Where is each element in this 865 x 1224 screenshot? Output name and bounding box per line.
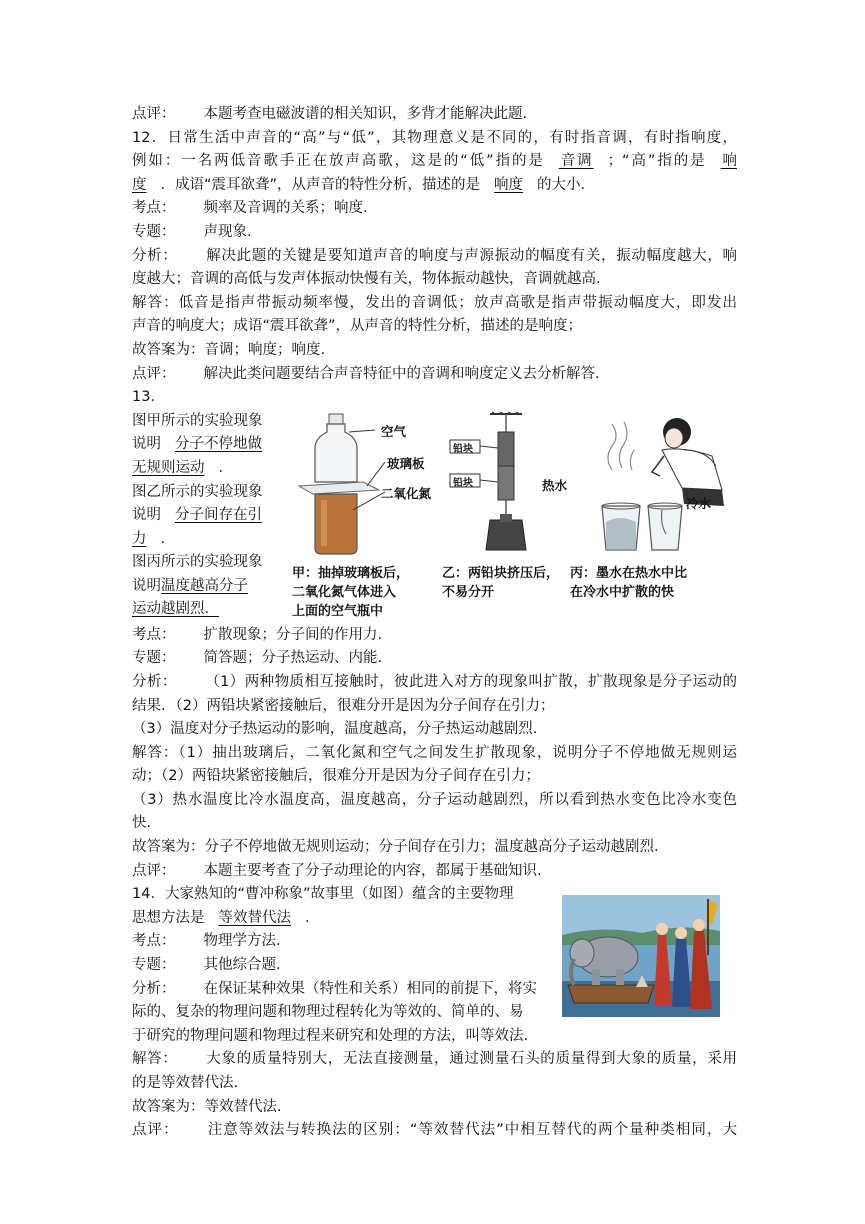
text: 声现象. — [203, 223, 252, 240]
figure-bing — [542, 410, 737, 624]
label-no2: 二氧化氮 — [381, 485, 432, 501]
figure-jia — [287, 410, 437, 624]
label: 考点： — [132, 933, 176, 950]
label-lead-top: 铅块 — [453, 443, 473, 455]
answer-blank: 运动越剧烈 — [132, 601, 205, 618]
text: 说明 — [132, 577, 161, 594]
q14-dianping — [132, 1119, 737, 1143]
text: 本题主要考查了分子动理论的内容，都属于基础知识. — [203, 862, 542, 879]
q13-zhuanti — [132, 647, 737, 671]
label-hot-water: 热水 — [542, 477, 568, 493]
q13-b2 — [132, 504, 282, 528]
figure-yi — [442, 410, 582, 624]
q13-fenxi-2: 结果．（2）两铅块紧密接触后，很难分开是因为分子间存在引力； — [132, 697, 555, 714]
text: ；“高”指的是 — [607, 153, 707, 170]
text: ． — [160, 530, 175, 547]
answer-blank: 力 — [132, 530, 147, 547]
label: 专题： — [132, 650, 176, 667]
label-cold-water: 冷水 — [686, 495, 712, 511]
answer-blank-3: 响度 — [494, 176, 524, 193]
q13-b3 — [132, 528, 282, 552]
q13-jieda-3: （3）热水温度比冷水温度高，温度越高，分子运动越剧烈，所以看到热水变色比冷水变色 — [132, 791, 737, 808]
caption-line: 在冷水中扩散的快 — [570, 584, 675, 600]
q12-jieda-2: 声音的响度大；成语“震耳欲聋”，从声音的特性分析，描述的是响度； — [132, 318, 583, 335]
text: 解决此类问题要结合声音特征中的音调和响度定义去分析解答. — [203, 365, 600, 382]
q12-jieda-1: 解答：低音是指声带振动频率慢，发出的音调低；放声高歌是指声带振动幅度大，即发出 — [132, 294, 737, 311]
text: 说明 — [132, 436, 161, 453]
q13-b1: 图乙所示的实验现象 — [132, 483, 263, 500]
q13-a1: 图甲所示的实验现象 — [132, 412, 263, 429]
text: 思想方法是 — [132, 909, 205, 926]
label: 解答： — [132, 1051, 178, 1068]
q12-fenxi-1 — [132, 245, 737, 269]
label-air: 空气 — [381, 423, 407, 439]
text: 简答题；分子热运动、内能. — [203, 650, 383, 667]
label: 分析： — [132, 247, 178, 264]
label: 考点： — [132, 626, 176, 643]
q11-comment — [132, 103, 737, 127]
answer-blank: 分子间存在引 — [175, 507, 262, 524]
text: 大象的质量特别大，无法直接测量，通过测量石头的质量得到大象的质量，采用 — [205, 1051, 738, 1068]
caption-line: 乙：两铅块挤压后， — [442, 565, 560, 581]
q12-question-line-1: 12．日常生活中声音的“高”与“低”，其物理意义是不同的，有时指音调，有时指响度， — [132, 129, 737, 146]
text: ． — [204, 601, 219, 618]
label: 点评： — [132, 1122, 179, 1139]
q14-daan: 故答案为：等效替代法. — [132, 1098, 282, 1115]
q12-zhuanti — [132, 221, 737, 245]
text: 注意等效法与转换法的区别：“等效替代法”中相互替代的两个量种类相同，大 — [206, 1122, 737, 1139]
q13-fenxi-3: （3）温度对分子热运动的影响，温度越高，分子热运动越剧烈. — [132, 721, 538, 738]
text: （1）两种物质相互接触时，彼此进入对方的现象叫扩散，扩散现象是分子运动的 — [204, 673, 737, 690]
text: 在保证某种效果（特性和关系）相同的前提下，将实 — [203, 980, 537, 997]
answer-blank: 等效替代法 — [218, 909, 291, 926]
q12-dianping — [132, 363, 737, 387]
text: 其他综合题. — [203, 957, 281, 974]
caption-bing — [570, 564, 687, 602]
label: 专题： — [132, 957, 176, 974]
q12-daan: 故答案为：音调；响度；响度. — [132, 341, 326, 358]
q12-question-line-2 — [132, 150, 737, 174]
q14-jieda-1 — [132, 1048, 737, 1072]
q13-number: 13． — [132, 389, 165, 406]
caption-yi — [442, 564, 559, 602]
q14-line-1: 14．大家熟知的“曹冲称象”故事里（如图）蕴含的主要物理 — [132, 886, 514, 903]
answer-blank-2b: 度 — [132, 176, 147, 193]
label: 点评： — [132, 106, 176, 122]
caption-line: 上面的空气瓶中 — [292, 603, 384, 619]
q13-jieda-4: 快. — [132, 815, 152, 832]
caption-line: 不易分开 — [442, 584, 495, 600]
answer-blank-2a: 响 — [720, 153, 737, 170]
text: 频率及音调的关系；响度. — [203, 200, 368, 217]
text: 例如：一名两低音歌手正在放声高歌，这是的“低”指的是 — [132, 153, 545, 170]
text: 说明 — [132, 507, 161, 524]
q13-c1: 图丙所示的实验现象 — [132, 554, 263, 571]
label: 点评： — [132, 862, 176, 879]
q13-fenxi-1 — [132, 671, 737, 695]
label: 分析： — [132, 980, 176, 997]
text: 本题考查电磁波谱的相关知识，多背才能解决此题. — [203, 106, 528, 122]
label: 分析： — [132, 673, 177, 690]
q13-a2 — [132, 433, 282, 457]
label-lead-bottom: 铅块 — [453, 477, 473, 489]
text: 物理学方法. — [203, 933, 281, 950]
q13-block — [132, 410, 737, 624]
text: 扩散现象；分子间的作用力. — [203, 626, 383, 643]
q13-a3 — [132, 457, 282, 481]
label: 专题： — [132, 223, 176, 240]
caption-line: 二氧化氮气体进入 — [292, 584, 397, 600]
q12-kaodian — [132, 197, 737, 221]
caption-line: 甲：抽掉玻璃板后， — [292, 565, 410, 581]
text: 的大小. — [537, 176, 586, 193]
text: ．成语“震耳欲聋”，从声音的特性分析，描述的是 — [160, 176, 481, 193]
text: ． — [305, 909, 320, 926]
elephant-weighing-illustration — [562, 895, 720, 1017]
q14-jieda-2: 的是等效替代法. — [132, 1075, 239, 1091]
q13-jieda-2: 动；（2）两铅块紧密接触后，很难分开是因为分子间存在引力； — [132, 768, 540, 785]
q12-fenxi-2: 度越大；音调的高低与发声体振动快慢有关，物体振动越快，音调就越高. — [132, 271, 601, 288]
q13-kaodian — [132, 624, 737, 648]
q14-fenxi-2: 际的、复杂的物理问题和物理过程转化为等效的、简单的、易 — [132, 1004, 524, 1021]
q13-daan: 故答案为：分子不停地做无规则运动；分子间存在引力；温度越高分子运动越剧烈. — [132, 839, 659, 856]
q14-block — [132, 883, 737, 1048]
answer-blank-1: 音调 — [558, 153, 594, 170]
answer-blank: 温度越高分子 — [161, 577, 248, 594]
q12-question-line-3 — [132, 174, 737, 198]
caption-line: 丙：墨水在热水中比 — [570, 565, 688, 581]
q13-c2 — [132, 575, 282, 599]
q14-fenxi-3: 于研究的物理问题和物理过程来研究和处理的方法，叫等效法. — [132, 1027, 529, 1044]
label: 点评： — [132, 365, 176, 382]
label-glass: 玻璃板 — [387, 455, 425, 471]
caption-jia — [292, 564, 409, 621]
q13-dianping — [132, 860, 737, 884]
answer-blank: 无规则运动 — [132, 459, 205, 476]
q13-jieda-1: 解答：（1）抽出玻璃后，二氧化氮和空气之间发生扩散现象，说明分子不停地做无规则运 — [132, 744, 737, 761]
text: 解决此题的关键是要知道声音的响度与声源振动的幅度有关，振动幅度越大，响 — [205, 247, 738, 264]
q13-c3 — [132, 598, 282, 622]
ink-diffusion-illustration — [582, 410, 737, 560]
document-page — [132, 103, 737, 1143]
q13-text-column — [132, 410, 282, 622]
answer-blank: 分子不停地做 — [175, 436, 262, 453]
text: ． — [218, 459, 233, 476]
label: 考点： — [132, 200, 176, 217]
